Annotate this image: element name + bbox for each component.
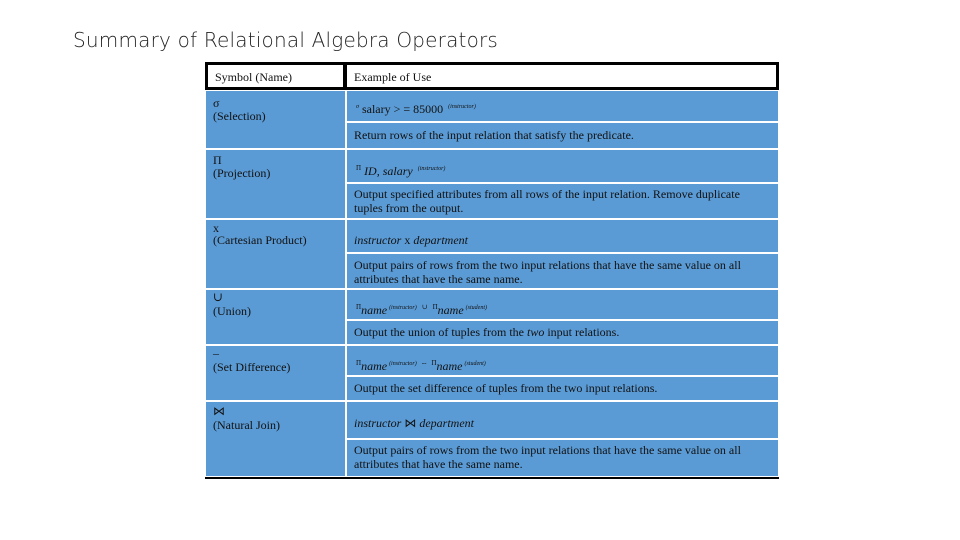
desc-cell-join: [346, 439, 779, 477]
example-cartesian: [354, 233, 468, 247]
symbol-cell-difference: [205, 345, 346, 401]
union-rel-2: (student): [465, 305, 487, 311]
symbol-difference: –: [213, 346, 219, 360]
example-cell-selection: [346, 90, 779, 122]
desc-cell-selection: [346, 122, 779, 149]
selection-relation: (instructor): [448, 104, 476, 110]
sigma-glyph: σ: [356, 104, 359, 110]
symbol-cell-projection: [205, 149, 346, 219]
name-selection: (Selection): [213, 109, 266, 123]
desc-union-post: input relations.: [544, 325, 620, 339]
difference-op: --: [421, 359, 427, 367]
union-attr-2: name: [437, 303, 464, 317]
union-attr-1: name: [361, 303, 388, 317]
name-projection: (Projection): [213, 166, 271, 180]
pi-glyph-2: Π: [431, 359, 437, 367]
example-projection: [354, 161, 445, 178]
page-title: Summary of Relational Algebra Operators: [73, 28, 499, 52]
example-cell-difference: [346, 345, 779, 376]
header-example-cell: [346, 64, 777, 88]
difference-rel-2: (student): [464, 361, 486, 367]
example-cell-union: [346, 289, 779, 320]
pi-glyph-1: Π: [356, 303, 362, 311]
header-symbol-cell: [207, 64, 344, 88]
desc-difference: Output the set difference of tuples from the two input relations.: [354, 381, 658, 395]
symbol-join: ⋈: [213, 404, 225, 418]
difference-attr-2: name: [436, 359, 463, 373]
union-op: ∪: [421, 303, 428, 311]
desc-projection: Output specified attributes from all rows of the input relation. Remove duplicate tuples from the output.: [354, 187, 740, 215]
example-join: [354, 416, 474, 430]
symbol-cell-union: [205, 289, 346, 345]
difference-attr-1: name: [361, 359, 388, 373]
symbol-projection: Π: [213, 153, 222, 167]
name-difference: (Set Difference): [213, 360, 291, 374]
pi-glyph-1: Π: [356, 359, 362, 367]
example-cell-projection: [346, 149, 779, 183]
projection-relation: (instructor): [417, 166, 446, 172]
name-join: (Natural Join): [213, 418, 280, 432]
header-symbol-label: Symbol (Name): [215, 70, 292, 84]
operators-table: [205, 62, 779, 479]
desc-union: [354, 325, 619, 339]
symbol-cell-selection: [205, 90, 346, 149]
desc-cell-difference: [346, 376, 779, 401]
difference-rel-1: (instructor): [389, 361, 417, 367]
example-selection: [354, 100, 476, 116]
desc-cell-cartesian: [346, 253, 779, 289]
example-union: [354, 300, 487, 317]
symbol-union: ∪: [213, 290, 224, 304]
join-right: department: [419, 416, 474, 430]
cartesian-right: department: [413, 233, 468, 247]
example-cell-cartesian: [346, 219, 779, 253]
example-difference: [354, 356, 486, 373]
symbol-cell-join: [205, 401, 346, 477]
pi-glyph-2: Π: [432, 303, 438, 311]
join-left: instructor: [354, 416, 402, 430]
desc-cell-union: [346, 320, 779, 345]
name-cartesian: (Cartesian Product): [213, 233, 307, 247]
symbol-cell-cartesian: [205, 219, 346, 289]
header-example-label: Example of Use: [354, 70, 432, 84]
symbol-selection: σ: [213, 96, 220, 110]
symbol-cartesian: x: [213, 221, 219, 235]
desc-union-em: two: [526, 325, 545, 339]
desc-cell-projection: [346, 183, 779, 219]
cartesian-left: instructor: [354, 233, 402, 247]
join-op: ⋈: [404, 416, 417, 430]
union-rel-1: (instructor): [389, 305, 417, 311]
cartesian-op: x: [404, 233, 411, 247]
projection-attrs: ID, salary: [364, 164, 413, 178]
desc-join: Output pairs of rows from the two input relations that have the same value on all attributes that have the same name.: [354, 443, 741, 471]
pi-glyph: Π: [356, 164, 362, 172]
desc-cartesian: Output pairs of rows from the two input relations that have the same value on all attributes that have the same name.: [354, 258, 741, 286]
desc-selection: Return rows of the input relation that satisfy the predicate.: [354, 128, 634, 142]
example-cell-join: [346, 401, 779, 439]
name-union: (Union): [213, 304, 251, 318]
selection-predicate: salary > = 85000: [361, 102, 444, 116]
desc-union-pre: Output the union of tuples from the: [354, 325, 527, 339]
